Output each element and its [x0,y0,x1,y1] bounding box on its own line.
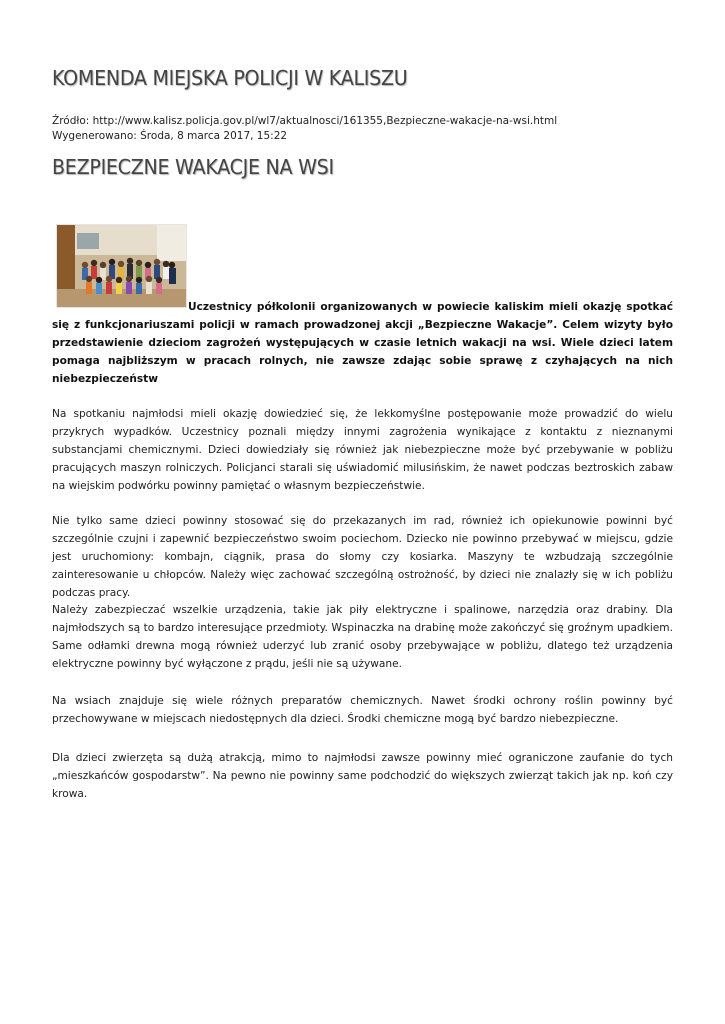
article-lead-text: Uczestnicy półkolonii organizowanych w powiecie kaliskim mieli okazję spotkać się z funkcjonariuszami policji w ramach prowadzonej akcji „Bezpieczne Wakacje”. Celem wizyty było przedstawienie dzieciom zagrożeń występujących w czasie letnich wakacji na wsi. Wiele dzieci latem pomaga najbliższym w pracach rolnych, nie zawsze zdając sobie sprawę z czyhających na nich niebezpieczeństw [52,301,673,385]
site-title: KOMENDA MIEJSKA POLICJI W KALISZU [52,66,408,90]
article-photo [56,224,187,308]
article-paragraph: Na spotkaniu najmłodsi mieli okazję dowiedzieć się, że lekkomyślne postępowanie może prowadzić do wielu przykrych wypadków. Uczestnicy poznali między innymi zagrożenia wynikające z kontaktu z nieznanymi substancjami chemicznymi. Dzieci dowiedziały się również jak niebezpieczne może być przebywanie w pobliżu pracujących maszyn rolniczych. Policjanci starali się uświadomić milusińskim, że nawet podczas beztroskich zabaw na wiejskim podwórku powinny pamiętać o własnym bezpieczeństwie. [52,408,673,492]
article-lead [52,298,673,388]
article-paragraph: Dla dzieci zwierzęta są dużą atrakcją, mimo to najmłodsi zawsze powinny mieć ograniczone zaufanie do tych „mieszkańców gospodarstw”. Na pewno nie powinny same podchodzić do większych zwierząt takich jak np. koń czy krowa. [52,752,673,800]
article-paragraph: Nie tylko same dzieci powinny stosować się do przekazanych im rad, również ich opiekunowie powinni być szczególnie czujni i zapewnić bezpieczeństwo swoim pociechom. Dziecko nie powinno przebywać w miejscu, gdzie jest uruchomiony: kombajn, ciągnik, prasa do słomy czy kosiarka. Maszyny te wzbudzają szczególnie zainteresowanie u chłopców. Należy więc zachować szczególną ostrożność, by dzieci nie znalazły się w ich pobliżu podczas pracy. [52,515,673,599]
article-paragraph: Należy zabezpieczać wszelkie urządzenia, takie jak piły elektryczne i spalinowe, narzędzia oraz drabiny. Dla najmłodszych są to bardzo interesujące przedmioty. Wspinaczka na drabinę może zakończyć się groźnym upadkiem. Same odłamki drewna mogą również uderzyć lub zranić osoby przebywające w pobliżu, dlatego też urządzenia elektryczne powinny być wyłączone z prądu, jeśli nie są używane. [52,604,673,670]
source-line: Źródło: http://www.kalisz.policja.gov.pl/wl7/aktualnosci/161355,Bezpieczne-wakacje-na-wsi.html [52,115,558,127]
article-paragraph: Na wsiach znajduje się wiele różnych preparatów chemicznych. Nawet środki ochrony roślin powinny być przechowywane w miejscach niedostępnych dla dzieci. Środki chemiczne mogą być bardzo niebezpieczne. [52,695,673,725]
article-title: BEZPIECZNE WAKACJE NA WSI [52,155,334,179]
meta-block [52,114,557,144]
generated-line: Wygenerowano: Środa, 8 marca 2017, 15:22 [52,130,288,142]
